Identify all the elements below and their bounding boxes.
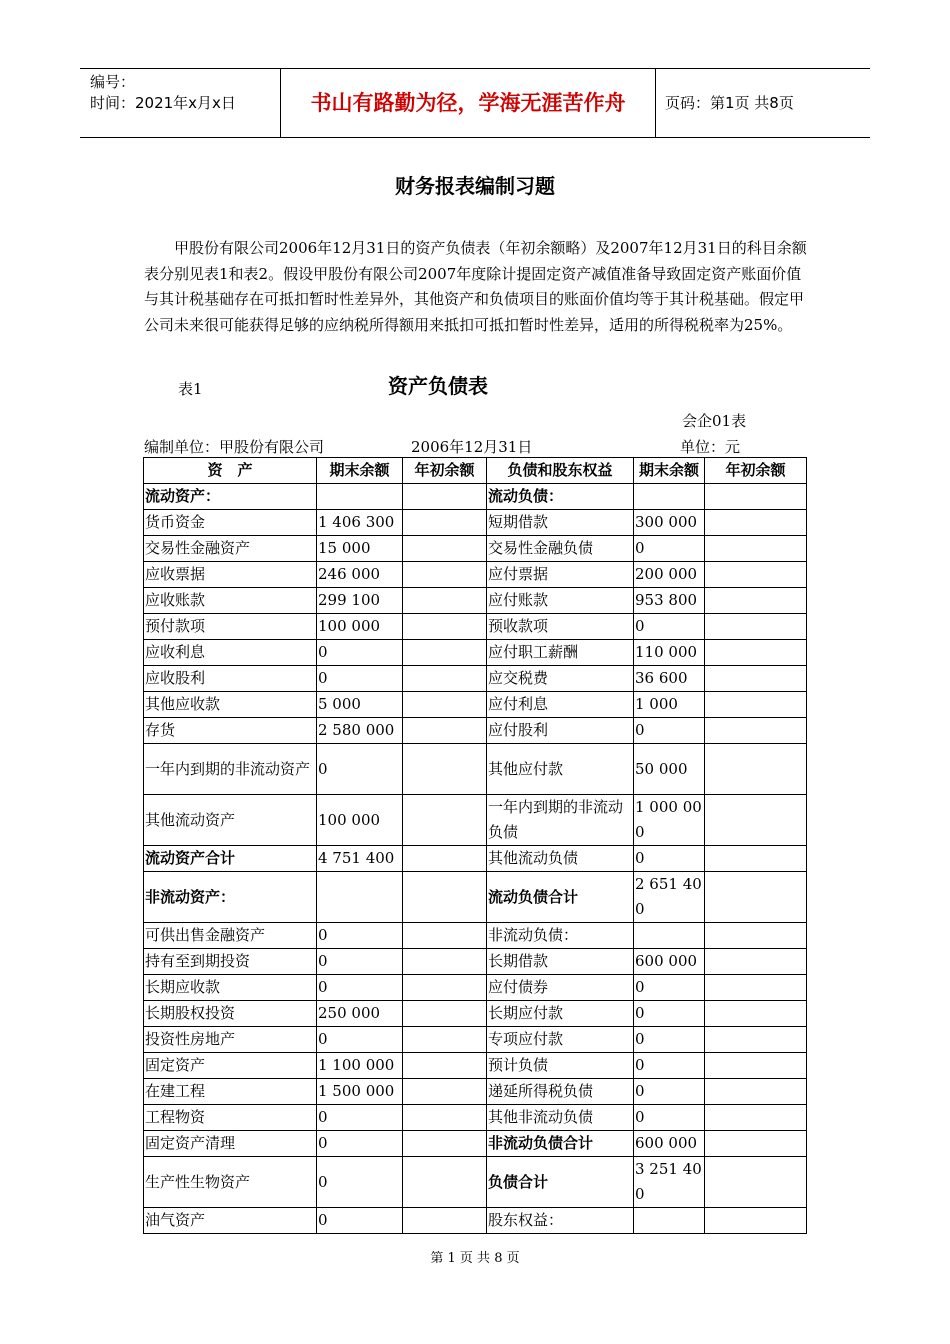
table-cell: 0 [634, 1105, 705, 1131]
table-cell: 长期借款 [487, 949, 634, 975]
table-cell [403, 614, 487, 640]
page-footer: 第 1 页 共 8 页 [430, 1251, 520, 1266]
table-cell [705, 1105, 807, 1131]
table-cell: 1 500 000 [317, 1079, 403, 1105]
table-cell: 预收款项 [487, 614, 634, 640]
table-cell [705, 1131, 807, 1157]
table-cell: 其他流动负债 [487, 846, 634, 872]
table-cell [403, 1131, 487, 1157]
table-cell: 0 [317, 1208, 403, 1234]
report-date: 2006年12月31日 [411, 438, 533, 456]
table-row [144, 640, 807, 666]
table-cell: 3 251 400 [634, 1157, 705, 1208]
table-cell: 投资性房地产 [144, 1027, 317, 1053]
table-cell: 0 [634, 975, 705, 1001]
table-cell [705, 640, 807, 666]
table-cell [705, 1027, 807, 1053]
table-cell: 一年内到期的非流动资产 [144, 744, 317, 795]
table-cell [403, 640, 487, 666]
header-cell: 期末余额 [317, 458, 403, 484]
table-cell: 负债合计 [487, 1157, 634, 1208]
table-cell: 短期借款 [487, 510, 634, 536]
table-cell: 200 000 [634, 562, 705, 588]
table-cell [403, 872, 487, 923]
table-cell [705, 692, 807, 718]
table-row [144, 718, 807, 744]
table-cell: 15 000 [317, 536, 403, 562]
table-cell: 固定资产 [144, 1053, 317, 1079]
table-cell: 0 [317, 975, 403, 1001]
table-cell: 0 [634, 1079, 705, 1105]
table-row [144, 614, 807, 640]
table-cell: 长期应付款 [487, 1001, 634, 1027]
table-cell: 长期应收款 [144, 975, 317, 1001]
table-row [144, 949, 807, 975]
table-cell: 工程物资 [144, 1105, 317, 1131]
table-cell [403, 923, 487, 949]
table-cell: 持有至到期投资 [144, 949, 317, 975]
doc-time-label: 时间：2021年x月x日 [90, 94, 236, 112]
table-cell: 流动负债合计 [487, 872, 634, 923]
table-cell [403, 1157, 487, 1208]
table-cell [705, 510, 807, 536]
table-cell [705, 1157, 807, 1208]
table-cell: 5 000 [317, 692, 403, 718]
table-row [144, 562, 807, 588]
table-cell: 非流动负债： [487, 923, 634, 949]
table-cell [403, 1208, 487, 1234]
table-cell [634, 1208, 705, 1234]
table-cell: 其他应付款 [487, 744, 634, 795]
header-cell: 年初余额 [705, 458, 807, 484]
doc-number-label: 编号： [90, 73, 136, 91]
table-cell [403, 1001, 487, 1027]
table-cell: 非流动负债合计 [487, 1131, 634, 1157]
table-row [144, 744, 807, 795]
table-cell: 可供出售金融资产 [144, 923, 317, 949]
table-cell [403, 1079, 487, 1105]
table-row [144, 1208, 807, 1234]
table-cell: 1 406 300 [317, 510, 403, 536]
table-cell [705, 846, 807, 872]
table-cell: 2 651 400 [634, 872, 705, 923]
table-cell: 0 [634, 1027, 705, 1053]
table-cell: 专项应付款 [487, 1027, 634, 1053]
table-cell: 250 000 [317, 1001, 403, 1027]
balance-sheet-table [143, 457, 807, 1234]
table-cell [403, 1105, 487, 1131]
table-cell [403, 975, 487, 1001]
table-row [144, 536, 807, 562]
table-cell: 预计负债 [487, 1053, 634, 1079]
table-cell: 油气资产 [144, 1208, 317, 1234]
table-cell: 100 000 [317, 795, 403, 846]
table-title: 资产负债表 [388, 374, 488, 398]
table-cell [705, 718, 807, 744]
table-cell [705, 1001, 807, 1027]
header-motto-cell [280, 69, 656, 137]
table-cell: 货币资金 [144, 510, 317, 536]
table-cell [705, 1079, 807, 1105]
table-cell: 流动资产： [144, 484, 317, 510]
table-cell [317, 484, 403, 510]
table-cell [403, 846, 487, 872]
table-cell: 0 [317, 1027, 403, 1053]
table-cell [705, 562, 807, 588]
table-cell: 应付职工薪酬 [487, 640, 634, 666]
table-cell: 固定资产清理 [144, 1131, 317, 1157]
header-page-cell [655, 69, 870, 137]
table-cell [705, 949, 807, 975]
header-cell: 资 产 [144, 458, 317, 484]
table-cell: 交易性金融资产 [144, 536, 317, 562]
table-cell: 存货 [144, 718, 317, 744]
table-row [144, 923, 807, 949]
table-cell [403, 510, 487, 536]
table-cell [705, 872, 807, 923]
table-cell [705, 1053, 807, 1079]
table-row [144, 588, 807, 614]
table-cell: 600 000 [634, 1131, 705, 1157]
preparing-unit: 编制单位：甲股份有限公司 [144, 438, 325, 456]
table-cell: 应付股利 [487, 718, 634, 744]
table-cell: 0 [634, 536, 705, 562]
header-meta-cell [80, 69, 280, 137]
table-meta-row [144, 436, 808, 456]
table-cell: 600 000 [634, 949, 705, 975]
table-cell: 110 000 [634, 640, 705, 666]
table-cell [403, 1053, 487, 1079]
table-row [144, 692, 807, 718]
table-cell [403, 1027, 487, 1053]
table-cell [705, 666, 807, 692]
table-cell: 递延所得税负债 [487, 1079, 634, 1105]
table-cell [403, 795, 487, 846]
table-cell: 0 [634, 718, 705, 744]
table-row [144, 1053, 807, 1079]
table-cell: 应付利息 [487, 692, 634, 718]
table-row [144, 1131, 807, 1157]
table-cell [705, 1208, 807, 1234]
table-cell: 在建工程 [144, 1079, 317, 1105]
table-cell [403, 949, 487, 975]
table-row [144, 795, 807, 846]
table-row [144, 975, 807, 1001]
table-cell: 1 000 000 [634, 795, 705, 846]
table-cell: 299 100 [317, 588, 403, 614]
table-cell: 0 [634, 1053, 705, 1079]
table-cell: 1 000 [634, 692, 705, 718]
table-cell [403, 536, 487, 562]
table-cell: 0 [317, 949, 403, 975]
table-row [144, 666, 807, 692]
table-cell [403, 666, 487, 692]
table-cell: 股东权益： [487, 1208, 634, 1234]
table-cell [634, 484, 705, 510]
table-cell [403, 588, 487, 614]
table-cell: 0 [634, 1001, 705, 1027]
table-row [144, 846, 807, 872]
table-cell [705, 484, 807, 510]
table-cell: 应付票据 [487, 562, 634, 588]
table-cell: 应收账款 [144, 588, 317, 614]
table-cell: 一年内到期的非流动负债 [487, 795, 634, 846]
page-info: 页码：第1页 共8页 [665, 94, 794, 112]
table-cell: 0 [317, 1131, 403, 1157]
table-cell: 50 000 [634, 744, 705, 795]
table-cell: 流动负债： [487, 484, 634, 510]
page-header [80, 68, 870, 138]
motto-text: 书山有路勤为径，学海无涯苦作舟 [310, 91, 626, 115]
problem-paragraph: 甲股份有限公司2006年12月31日的资产负债表（年初余额略）及2007年12月31日的科目余额表分别见表1和表2。假设甲股份有限公司2007年度除计提固定资产减值准备导致固定资产账面价值与其计税基础存在可抵扣暂时性差异外，其他资产和负债项目的账面价值均等于其计税基础。假定甲公司未来很可能获得足够的应纳税所得额用来抵扣可抵扣暂时性差异，适用的所得税税率为25%。 [144, 239, 807, 334]
form-code: 会企01表 [682, 412, 747, 430]
table-cell: 应收利息 [144, 640, 317, 666]
table-cell: 0 [317, 666, 403, 692]
table-cell: 应收票据 [144, 562, 317, 588]
table-cell [634, 923, 705, 949]
table-row [144, 1001, 807, 1027]
table-cell: 300 000 [634, 510, 705, 536]
table-cell: 流动资产合计 [144, 846, 317, 872]
table-cell: 预付款项 [144, 614, 317, 640]
table-row [144, 1105, 807, 1131]
table-cell [403, 718, 487, 744]
table-cell [705, 536, 807, 562]
table-cell [705, 744, 807, 795]
table-row [144, 1027, 807, 1053]
table-cell: 0 [634, 846, 705, 872]
table-cell: 2 580 000 [317, 718, 403, 744]
table-cell: 100 000 [317, 614, 403, 640]
table-cell: 953 800 [634, 588, 705, 614]
table-cell: 0 [317, 640, 403, 666]
table-cell: 0 [317, 1157, 403, 1208]
table-cell: 0 [317, 744, 403, 795]
table-cell: 生产性生物资产 [144, 1157, 317, 1208]
table-cell: 36 600 [634, 666, 705, 692]
table-row [144, 510, 807, 536]
table-cell [705, 795, 807, 846]
table-cell: 0 [317, 1105, 403, 1131]
table-cell [317, 872, 403, 923]
table-row [144, 484, 807, 510]
table-cell [705, 923, 807, 949]
header-cell: 期末余额 [634, 458, 705, 484]
header-cell: 负债和股东权益 [487, 458, 634, 484]
table-cell: 长期股权投资 [144, 1001, 317, 1027]
table-cell: 交易性金融负债 [487, 536, 634, 562]
table-cell: 非流动资产： [144, 872, 317, 923]
table-cell: 应付债券 [487, 975, 634, 1001]
table-row [144, 1079, 807, 1105]
table-row [144, 872, 807, 923]
table-row [144, 1157, 807, 1208]
table-cell: 4 751 400 [317, 846, 403, 872]
table-cell: 其他流动资产 [144, 795, 317, 846]
table-cell [705, 614, 807, 640]
currency-unit: 单位：元 [680, 438, 741, 456]
table-label: 表1 [178, 380, 203, 398]
table-cell [705, 588, 807, 614]
table-cell [403, 562, 487, 588]
table-cell: 0 [317, 923, 403, 949]
header-cell: 年初余额 [403, 458, 487, 484]
table-cell [403, 484, 487, 510]
table-cell: 其他非流动负债 [487, 1105, 634, 1131]
table-cell: 应收股利 [144, 666, 317, 692]
document-title: 财务报表编制习题 [395, 174, 555, 198]
table-cell: 应交税费 [487, 666, 634, 692]
table-cell: 应付账款 [487, 588, 634, 614]
table-cell: 246 000 [317, 562, 403, 588]
table-cell [403, 692, 487, 718]
table-cell: 0 [634, 614, 705, 640]
table-cell [705, 975, 807, 1001]
table-cell [403, 744, 487, 795]
table-cell: 1 100 000 [317, 1053, 403, 1079]
table-header-row [144, 458, 807, 484]
table-cell: 其他应收款 [144, 692, 317, 718]
